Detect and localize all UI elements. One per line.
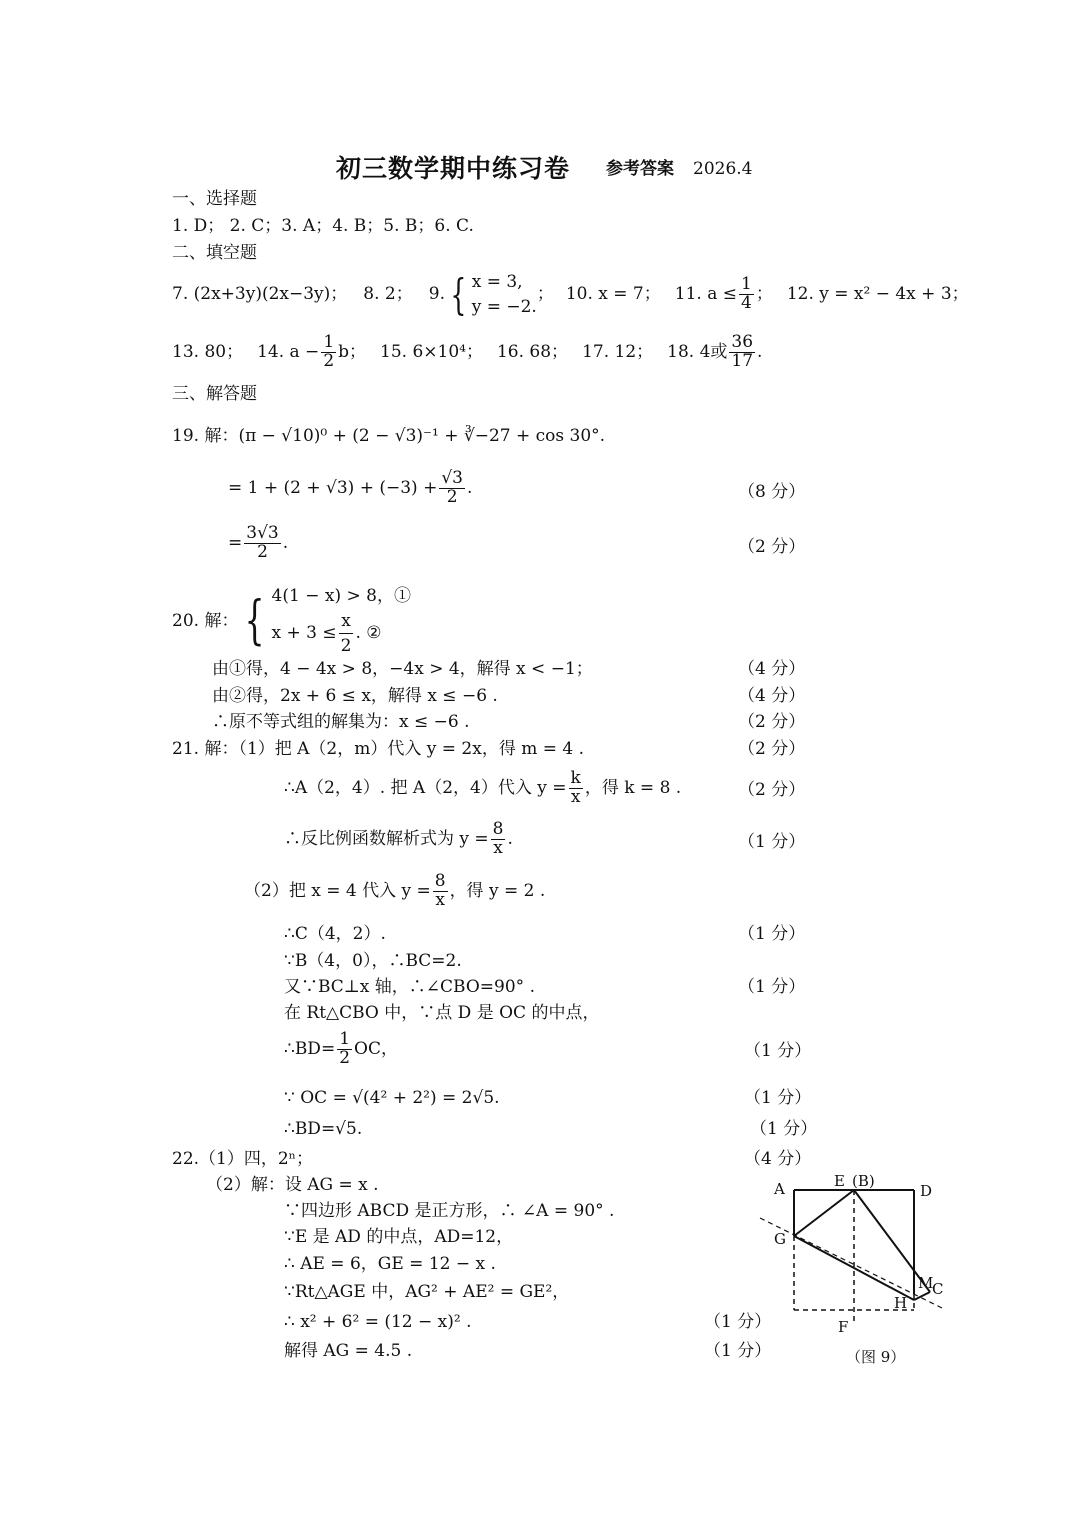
q20-line-1: 由①得，4 − 4x > 8，−4x > 4，解得 x < −1； bbox=[212, 659, 593, 679]
label-b: (B) bbox=[852, 1172, 875, 1190]
q20-score-3: （2 分） bbox=[738, 712, 806, 732]
q22-line-6: ∵Rt△AGE 中，AG² + AE² = GE²， bbox=[284, 1282, 570, 1302]
q21-line-2: ∴A（2，4）. 把 A（2，4）代入 y = $\frac{k}{x}$ ，得 k = 8 . bbox=[284, 768, 682, 807]
q21-line-11: ∴BD=√5. bbox=[284, 1119, 363, 1139]
answer-9-x: x = 3, bbox=[471, 272, 523, 292]
figure-caption: （图 9） bbox=[846, 1348, 906, 1366]
answer-7: 7. (2x+3y)(2x−3y)； bbox=[172, 284, 348, 305]
answer-13: 13. 80； bbox=[172, 341, 244, 362]
q21-score-2: （2 分） bbox=[738, 780, 806, 800]
q22-score-8: （1 分） bbox=[704, 1341, 772, 1361]
label-a: A bbox=[774, 1180, 785, 1198]
q21-line-9-fraction: $\frac{1}{2}$ bbox=[339, 1029, 351, 1068]
answer-12: 12. y = x² − 4x + 3； bbox=[786, 284, 969, 305]
q22-line-2: （2）解：设 AG = x . bbox=[206, 1175, 379, 1195]
answer-11-fraction: $\frac{1}{4}$ bbox=[740, 274, 752, 314]
q22-line-4: ∵E 是 AD 的中点，AD=12， bbox=[284, 1227, 514, 1247]
q21-score-9: （1 分） bbox=[744, 1041, 812, 1061]
q20-inequalities bbox=[272, 584, 411, 659]
q21-score-11: （1 分） bbox=[750, 1119, 818, 1139]
q21-line-3: ∴反比例函数解析式为 y = $\frac{8}{x}$ . bbox=[284, 819, 513, 858]
q21-score-1: （2 分） bbox=[738, 739, 806, 759]
label-f: F bbox=[838, 1318, 849, 1336]
section-heading-fill: 二、填空题 bbox=[172, 243, 257, 263]
section-heading-choice: 一、选择题 bbox=[172, 189, 257, 209]
q19-line-3-fraction: $\frac{3√3}{2}$ bbox=[246, 523, 279, 562]
q22-score-7: （1 分） bbox=[704, 1312, 772, 1332]
q19-line-1: 19. 解：(π − √10)⁰ + (2 − √3)⁻¹ + ∛−27 + cos 30°. bbox=[172, 426, 606, 446]
q21-score-10: （1 分） bbox=[744, 1088, 812, 1108]
answer-9-y: y = −2. bbox=[471, 296, 537, 317]
q22-line-8: 解得 AG = 4.5 . bbox=[284, 1341, 413, 1361]
q22-line-1: 22.（1）四，2ⁿ； bbox=[172, 1149, 314, 1169]
answer-9-brace: { bbox=[450, 269, 467, 319]
q22-line-5: ∴ AE = 6，GE = 12 − x . bbox=[284, 1254, 496, 1274]
label-d: D bbox=[920, 1182, 933, 1200]
q21-line-2-fraction: $\frac{k}{x}$ bbox=[570, 768, 581, 807]
q21-line-5: ∴C（4，2）. bbox=[284, 924, 386, 944]
q19-score-1: （8 分） bbox=[738, 482, 806, 502]
q21-line-4-fraction: $\frac{8}{x}$ bbox=[434, 871, 446, 910]
label-g: G bbox=[774, 1230, 786, 1248]
answer-16: 16. 68； bbox=[496, 341, 569, 362]
q20-ineq-2: x + 3 ≤ $\frac{x}{2}$ . ② bbox=[272, 609, 411, 659]
answer-14-end: b； bbox=[338, 341, 367, 362]
label-e: E bbox=[834, 1172, 845, 1190]
label-m: M bbox=[918, 1274, 934, 1292]
q21-line-7: 又∵BC⊥x 轴，∴∠CBO=90° . bbox=[284, 977, 535, 997]
page-date: 2026.4 bbox=[693, 159, 753, 179]
q21-line-10: ∵ OC = √(4² + 2²) = 2√5. bbox=[284, 1088, 500, 1108]
q21-score-7: （1 分） bbox=[738, 977, 806, 997]
q21-line-9: ∴BD= $\frac{1}{2}$ OC， bbox=[284, 1029, 398, 1068]
q20-label: 20. 解： bbox=[172, 610, 239, 631]
answer-14: 14. a − bbox=[257, 341, 320, 362]
q21-line-6: ∵B（4，0），∴BC=2. bbox=[284, 951, 462, 971]
fill-answers-row-1 bbox=[172, 270, 969, 319]
q19-line-3: = $\frac{3√3}{2}$ . bbox=[228, 523, 289, 562]
answer-14-fraction: $\frac{1}{2}$ bbox=[323, 332, 335, 371]
answer-18-fraction: $\frac{36}{17}$ bbox=[731, 332, 754, 371]
q19-line-2: = 1 + (2 + √3) + (−3) + $\frac{√3}{2}$ . bbox=[228, 468, 473, 507]
q21-line-8: 在 Rt△CBO 中，∵点 D 是 OC 的中点， bbox=[284, 1003, 600, 1023]
q20-line-3: ∴原不等式组的解集为：x ≤ −6 . bbox=[212, 712, 470, 732]
answer-9-label: 9. bbox=[428, 284, 445, 305]
q20-score-1: （4 分） bbox=[738, 659, 806, 679]
q20-ineq-2-fraction: $\frac{x}{2}$ bbox=[340, 610, 352, 657]
answer-15: 15. 6×10⁴； bbox=[380, 341, 483, 362]
q22-line-3: ∵四边形 ABCD 是正方形，∴ ∠A = 90° . bbox=[284, 1201, 615, 1221]
answer-9-system bbox=[472, 270, 537, 319]
q20-brace: { bbox=[245, 591, 265, 652]
answer-11: 11. a ≤ bbox=[674, 284, 737, 305]
answer-8: 8. 2； bbox=[363, 284, 413, 305]
answer-18-end: . bbox=[757, 341, 763, 362]
answer-17: 17. 12； bbox=[582, 341, 654, 362]
segment-ge bbox=[794, 1190, 854, 1236]
q19-score-2: （2 分） bbox=[738, 537, 806, 557]
q20-system bbox=[172, 584, 411, 659]
page-title: 初三数学期中练习卷 bbox=[336, 154, 571, 183]
q22-line-7: ∴ x² + 6² = (12 − x)² . bbox=[284, 1312, 472, 1332]
label-c: C bbox=[932, 1280, 944, 1298]
q19-line-2-fraction: $\frac{√3}{2}$ bbox=[441, 468, 463, 507]
q21-line-4: （2）把 x = 4 代入 y = $\frac{8}{x}$ ，得 y = 2 . bbox=[244, 871, 546, 910]
choice-answers: 1. D； 2. C；3. A；4. B；5. B；6. C. bbox=[172, 216, 474, 236]
q21-line-3-fraction: $\frac{8}{x}$ bbox=[492, 819, 504, 858]
q20-line-2: 由②得，2x + 6 ≤ x，解得 x ≤ −6 . bbox=[212, 686, 498, 706]
q20-ineq-1: 4(1 − x) > 8，① bbox=[271, 586, 411, 606]
q21-line-1: 21. 解：（1）把 A（2，m）代入 y = 2x，得 m = 4 . bbox=[172, 739, 585, 759]
q21-score-3: （1 分） bbox=[738, 832, 806, 852]
fill-answers-row-2 bbox=[172, 334, 762, 371]
page-subtitle: 参考答案 bbox=[606, 159, 674, 179]
answer-9-end: ； bbox=[536, 284, 554, 305]
label-h: H bbox=[894, 1294, 908, 1312]
q21-score-5: （1 分） bbox=[738, 924, 806, 944]
answer-18: 18. 4或 bbox=[667, 341, 728, 362]
q20-score-2: （4 分） bbox=[738, 686, 806, 706]
figure-9 bbox=[752, 1166, 952, 1370]
answer-10: 10. x = 7； bbox=[565, 284, 661, 305]
answer-11-end: ； bbox=[755, 284, 773, 305]
q22-score-1: （4 分） bbox=[744, 1149, 812, 1169]
section-heading-solve: 三、解答题 bbox=[172, 384, 257, 404]
